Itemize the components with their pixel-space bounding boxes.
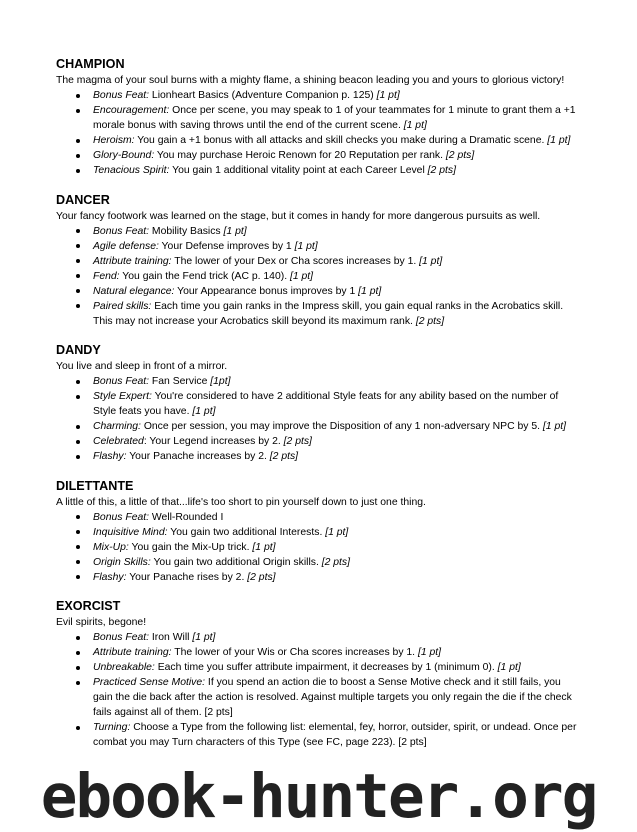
section-title: DILETTANTE xyxy=(56,478,134,493)
perk-text: You gain the Mix-Up trick. xyxy=(128,541,253,553)
perk-name: Flashy: xyxy=(93,571,127,583)
perk-name: Origin Skills: xyxy=(93,556,151,568)
perk-text: Well-Rounded I xyxy=(149,511,224,523)
perk-name: Unbreakable: xyxy=(93,662,155,673)
perk-name: Paired skills: xyxy=(93,300,152,312)
perk-list xyxy=(56,630,582,750)
list-item xyxy=(93,434,582,449)
list-item xyxy=(93,269,582,284)
perk-text: You're considered to have 2 additional Style feats for any ability based on the number of Style feats you have. xyxy=(93,391,559,417)
list-item xyxy=(93,254,582,269)
perk-text: Choose a Type from the following list: elemental, fey, horror, outsider, spirit, or undead. Once per combat you may Turn characters of this Type (see FC, page 223). [2 pts] xyxy=(93,722,577,748)
perk-cost: [1 pt] xyxy=(294,240,318,252)
perk-name: Bonus Feat: xyxy=(93,376,150,387)
perk-cost: [1 pt] xyxy=(358,285,382,297)
section-dandy xyxy=(56,342,582,464)
perk-name: Fend: xyxy=(93,270,120,282)
perk-name: Charming: xyxy=(93,421,141,432)
perk-cost: [1 pt] xyxy=(497,662,521,673)
perk-name: Attribute training: xyxy=(93,255,172,267)
perk-cost: [2 pts] xyxy=(445,150,475,161)
perk-cost: [1 pt] xyxy=(417,647,442,658)
perk-name: Bonus Feat: xyxy=(93,225,150,237)
perk-text: : Your Legend increases by 2. xyxy=(143,436,284,447)
perk-text: You gain two additional Interests. xyxy=(167,526,326,538)
perk-list xyxy=(56,88,582,178)
perk-cost: [2 pts] xyxy=(247,571,276,583)
list-item xyxy=(93,419,582,434)
perk-cost: [2 pts] xyxy=(427,165,456,176)
list-item xyxy=(93,163,582,178)
section-description: You live and sleep in front of a mirror. xyxy=(56,361,228,372)
list-item xyxy=(93,224,582,239)
perk-text: You gain the Fend trick (AC p. 140). xyxy=(119,270,290,282)
section-exorcist xyxy=(56,598,582,750)
list-item xyxy=(93,720,582,750)
perk-cost: [1 pt] xyxy=(542,421,567,432)
section-title: DANCER xyxy=(56,192,110,207)
perk-name: Heroism: xyxy=(93,135,135,146)
perk-name: Inquisitive Mind: xyxy=(93,526,168,538)
perk-text: The lower of your Wis or Cha scores increases by 1. xyxy=(171,647,418,658)
section-description: Your fancy footwork was learned on the stage, but it comes in handy for more dangerous pursuits as well. xyxy=(56,210,541,222)
perk-name: Agile defense: xyxy=(93,240,159,252)
perk-name: Bonus Feat: xyxy=(93,90,150,101)
perk-cost: [2 pts] xyxy=(269,451,299,462)
perk-name: Style Expert: xyxy=(93,391,152,402)
perk-cost: [2 pts] xyxy=(321,556,351,568)
perk-text: Mobility Basics xyxy=(149,225,224,237)
list-item xyxy=(93,570,582,585)
list-item xyxy=(93,525,582,540)
section-champion xyxy=(56,56,582,178)
list-item xyxy=(93,88,582,103)
perk-text: Lionheart Basics (Adventure Companion p. 125) xyxy=(149,90,377,101)
perk-text: Your Appearance bonus improves by 1 xyxy=(174,285,359,297)
list-item xyxy=(93,239,582,254)
perk-text: You may purchase Heroic Renown for 20 Reputation per rank. xyxy=(154,150,446,161)
list-item xyxy=(93,103,582,133)
perk-list xyxy=(56,374,582,464)
perk-name: Flashy: xyxy=(93,451,127,462)
list-item xyxy=(93,449,582,464)
list-item xyxy=(93,374,582,389)
perk-cost: [1 pt] xyxy=(403,120,427,131)
section-title: DANDY xyxy=(56,343,101,357)
section-title: EXORCIST xyxy=(56,599,121,613)
section-description: Evil spirits, begone! xyxy=(56,617,147,628)
section-description: A little of this, a little of that...life's too short to pin yourself down to just one thing. xyxy=(56,496,426,508)
watermark-text: ebook-hunter.org xyxy=(40,761,597,832)
perk-text: Your Defense improves by 1 xyxy=(158,240,295,252)
perk-list xyxy=(56,510,582,585)
perk-text: You gain 1 additional vitality point at each Career Level xyxy=(169,165,428,176)
perk-cost: [1 pt] xyxy=(252,541,276,553)
perk-name: Attribute training: xyxy=(93,647,172,658)
perk-text: Once per session, you may improve the Disposition of any 1 non-adversary NPC by 5. xyxy=(140,421,543,432)
list-item xyxy=(93,675,582,720)
perk-text: Iron Will xyxy=(149,632,193,643)
perk-text: Your Panache rises by 2. xyxy=(126,571,248,583)
list-item xyxy=(93,645,582,660)
list-item xyxy=(93,299,582,329)
perk-text: If you spend an action die to boost a Sense Motive check and it still fails, you gain the die back after the action is resolved. Against multiple targets you only regain the die if the check fails against all of them. [2 pts] xyxy=(93,677,572,718)
perk-text: You gain a +1 bonus with all attacks and skill checks you make during a Dramatic scene. xyxy=(134,135,548,146)
perk-text: Each time you suffer attribute impairment, it decreases by 1 (minimum 0). xyxy=(154,662,498,673)
perk-name: Celebrated xyxy=(93,436,144,447)
list-item xyxy=(93,284,582,299)
perk-name: Tenacious Spirit: xyxy=(93,165,170,176)
perk-name: Natural elegance: xyxy=(93,285,175,297)
perk-cost: [1 pt] xyxy=(192,406,216,417)
perk-cost: [2 pts] xyxy=(283,436,312,447)
perk-cost: [1 pt] xyxy=(192,632,216,643)
perk-cost: [1pt] xyxy=(210,376,231,387)
perk-name: Bonus Feat: xyxy=(93,511,150,523)
perk-name: Practiced Sense Motive: xyxy=(93,677,206,688)
perk-text: The lower of your Dex or Cha scores increases by 1. xyxy=(171,255,420,267)
perk-cost: [1 pt] xyxy=(547,135,571,146)
section-dancer xyxy=(56,192,582,329)
list-item xyxy=(93,660,582,675)
list-item xyxy=(93,133,582,148)
perk-name: Bonus Feat: xyxy=(93,632,150,643)
perk-text: Fan Service xyxy=(149,376,211,387)
perk-text: Once per scene, you may speak to 1 of your teammates for 1 minute to grant them a +1 morale bonus with saving throws until the end of the current scene. xyxy=(93,105,576,131)
section-description: The magma of your soul burns with a mighty flame, a shining beacon leading you and yours to glorious victory! xyxy=(56,75,565,86)
perk-list xyxy=(56,224,582,329)
perk-name: Mix-Up: xyxy=(93,541,129,553)
list-item xyxy=(93,148,582,163)
section-dilettante xyxy=(56,478,582,585)
perk-cost: [2 pts] xyxy=(415,315,445,327)
list-item xyxy=(93,540,582,555)
perk-name: Glory-Bound: xyxy=(93,150,155,161)
perk-cost: [1 pt] xyxy=(325,526,349,538)
perk-cost: [1 pt] xyxy=(223,225,247,237)
perk-cost: [1 pt] xyxy=(376,90,400,101)
section-title: CHAMPION xyxy=(56,57,125,71)
list-item xyxy=(93,555,582,570)
perk-text: Each time you gain ranks in the Impress skill, you gain equal ranks in the Acrobatics skill. This may not increase your Acrobatics skill beyond its maximum rank. xyxy=(93,300,564,327)
perk-text: Your Panache increases by 2. xyxy=(126,451,270,462)
perk-name: Encouragement: xyxy=(93,105,170,116)
list-item xyxy=(93,630,582,645)
perk-text: You gain two additional Origin skills. xyxy=(150,556,322,568)
list-item xyxy=(93,510,582,525)
perk-name: Turning: xyxy=(93,722,131,733)
perk-cost: [1 pt] xyxy=(419,255,443,267)
document-body xyxy=(56,56,582,764)
list-item xyxy=(93,389,582,419)
perk-cost: [1 pt] xyxy=(289,270,314,282)
